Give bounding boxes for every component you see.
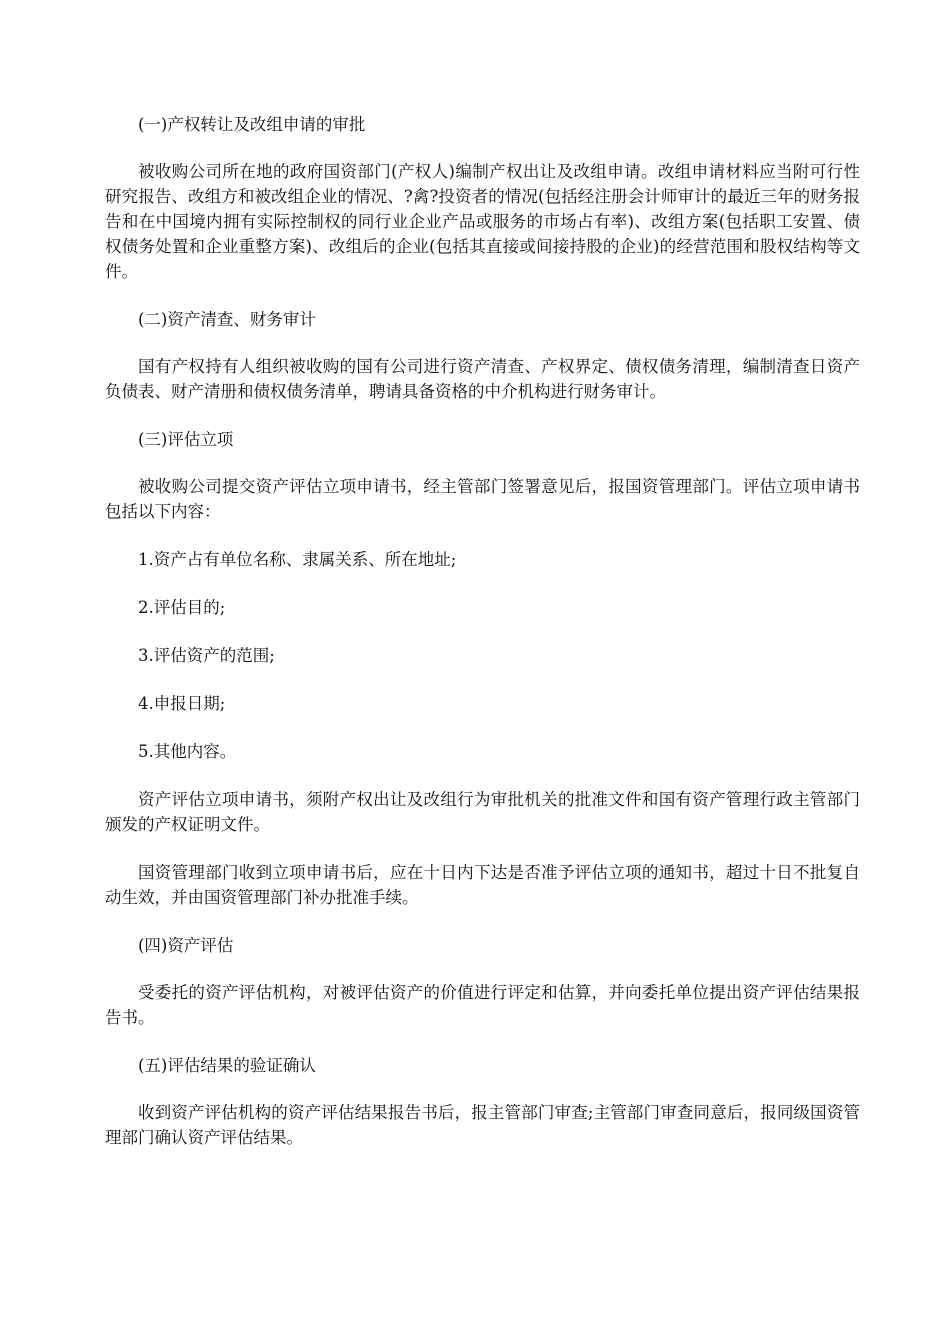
paragraph-evaluation-application: 被收购公司提交资产评估立项申请书，经主管部门签署意见后，报国资管理部门。评估立项申请书包括以下内容： xyxy=(105,477,860,521)
list-item: 1.资产占有单位名称、隶属关系、所在地址; xyxy=(138,550,457,569)
list-item: 5.其他内容。 xyxy=(138,742,237,761)
section-heading-evaluation-project: (三)评估立项 xyxy=(138,430,234,449)
paragraph-asset-audit: 国有产权持有人组织被收购的国有公司进行资产清查、产权界定、债权债务清理，编制清查日资产负债表、财产清册和债权债务清单，聘请具备资格的中介机构进行财务审计。 xyxy=(105,357,860,401)
list-item: 4.申报日期; xyxy=(138,694,226,713)
section-heading-result-verification: (五)评估结果的验证确认 xyxy=(138,1056,316,1075)
paragraph-transfer-application: 被收购公司所在地的政府国资部门(产权人)编制产权出让及改组申请。改组申请材料应当附可行性研究报告、改组方和被改组企业的情况、?禽?投资者的情况(包括经注册会计师审计的最近三年的财务报告和在中国境内拥有实际控制权的同行业企业产品或服务的市场占有率)、改组方案(包括职工安置、债权债务处置和企业重整方案)、改组后的企业(包括其直接或间接持股的企业)的经营范围和股权结构等文件。 xyxy=(105,162,860,281)
list-item: 2.评估目的; xyxy=(138,598,226,617)
document-page xyxy=(105,112,860,1173)
list-item: 3.评估资产的范围; xyxy=(138,646,275,665)
section-heading-transfer-approval: (一)产权转让及改组申请的审批 xyxy=(138,115,366,134)
paragraph-application-attachments: 资产评估立项申请书，须附产权出让及改组行为审批机关的批准文件和国有资产管理行政主管部门颁发的产权证明文件。 xyxy=(105,790,860,834)
paragraph-approval-deadline: 国资管理部门收到立项申请书后，应在十日内下达是否准予评估立项的通知书，超过十日不批复自动生效，并由国资管理部门补办批准手续。 xyxy=(105,863,860,907)
section-heading-asset-evaluation: (四)资产评估 xyxy=(138,936,234,955)
section-heading-asset-audit: (二)资产清查、财务审计 xyxy=(138,310,316,329)
paragraph-result-verification: 收到资产评估机构的资产评估结果报告书后，报主管部门审查;主管部门审查同意后，报同级国资管理部门确认资产评估结果。 xyxy=(105,1103,860,1147)
paragraph-asset-evaluation: 受委托的资产评估机构，对被评估资产的价值进行评定和估算，并向委托单位提出资产评估结果报告书。 xyxy=(105,983,860,1027)
